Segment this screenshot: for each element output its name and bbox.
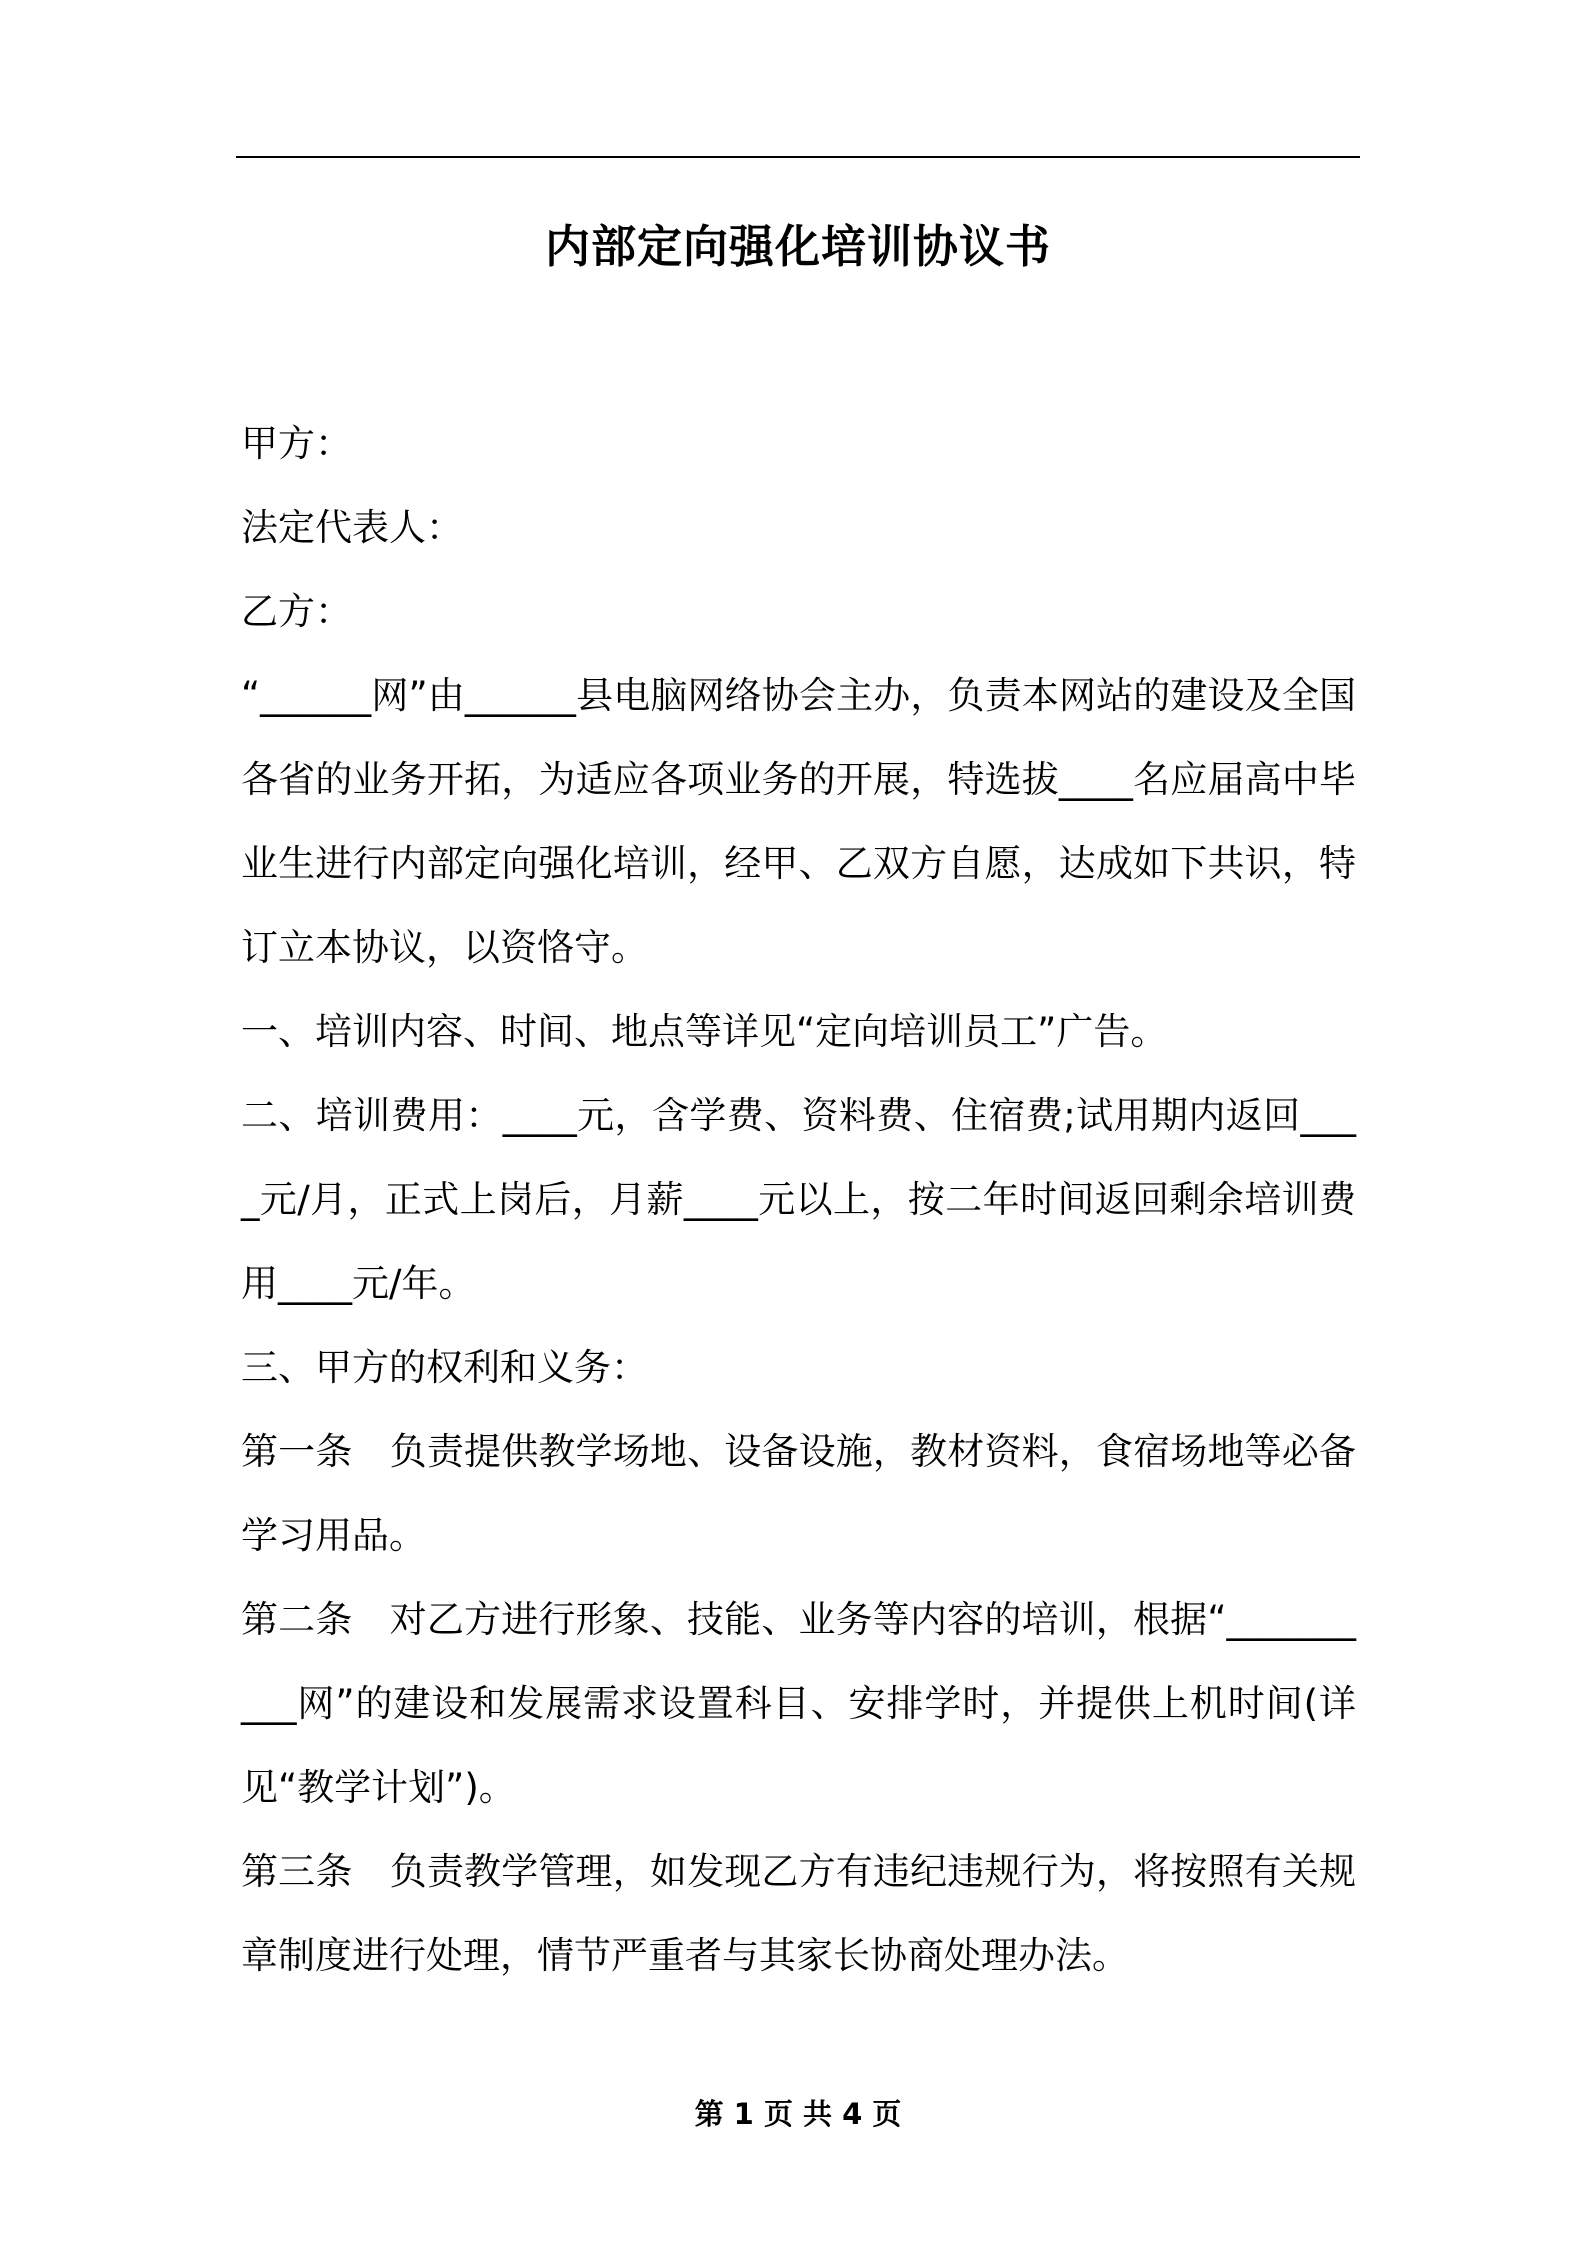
page-number-footer: 第 1 页 共 4 页 (694, 2097, 902, 2131)
clause-3-heading: 三、甲方的权利和义务： (241, 1346, 648, 1389)
article-1: 第一条 负责提供教学场地、设备设施，教材资料，食宿场地等必备学习用品。 (241, 1430, 1356, 1557)
article-2: 第二条 对乙方进行形象、技能、业务等内容的培训，根据“__________网”的建设和发展需求设置科目、安排学时，并提供上机时间(详见“教学计划”)。 (241, 1598, 1356, 1809)
document-title: 内部定向强化培训协议书 (544, 220, 1051, 273)
legal-representative-line: 法定代表人： (241, 506, 463, 549)
header-rule (236, 156, 1360, 158)
clause-2-training-fees: 二、培训费用：____元，含学费、资料费、住宿费;试用期内返回____元/月，正式上岗后，月薪____元以上，按二年时间返回剩余培训费用____元/年。 (241, 1094, 1356, 1305)
preamble-paragraph: “______网”由______县电脑网络协会主办，负责本网站的建设及全国各省的业务开拓，为适应各项业务的开展，特选拔____名应届高中毕业生进行内部定向强化培训，经甲、乙双方自愿，达成如下共识，特订立本协议，以资恪守。 (241, 674, 1356, 969)
document-body (241, 402, 1356, 1998)
article-3: 第三条 负责教学管理，如发现乙方有违纪违规行为，将按照有关规章制度进行处理，情节严重者与其家长协商处理办法。 (241, 1850, 1356, 1977)
party-a-line: 甲方： (241, 422, 352, 465)
clause-1-training-content: 一、培训内容、时间、地点等详见“定向培训员工”广告。 (241, 1010, 1168, 1053)
party-b-line: 乙方： (241, 590, 352, 633)
